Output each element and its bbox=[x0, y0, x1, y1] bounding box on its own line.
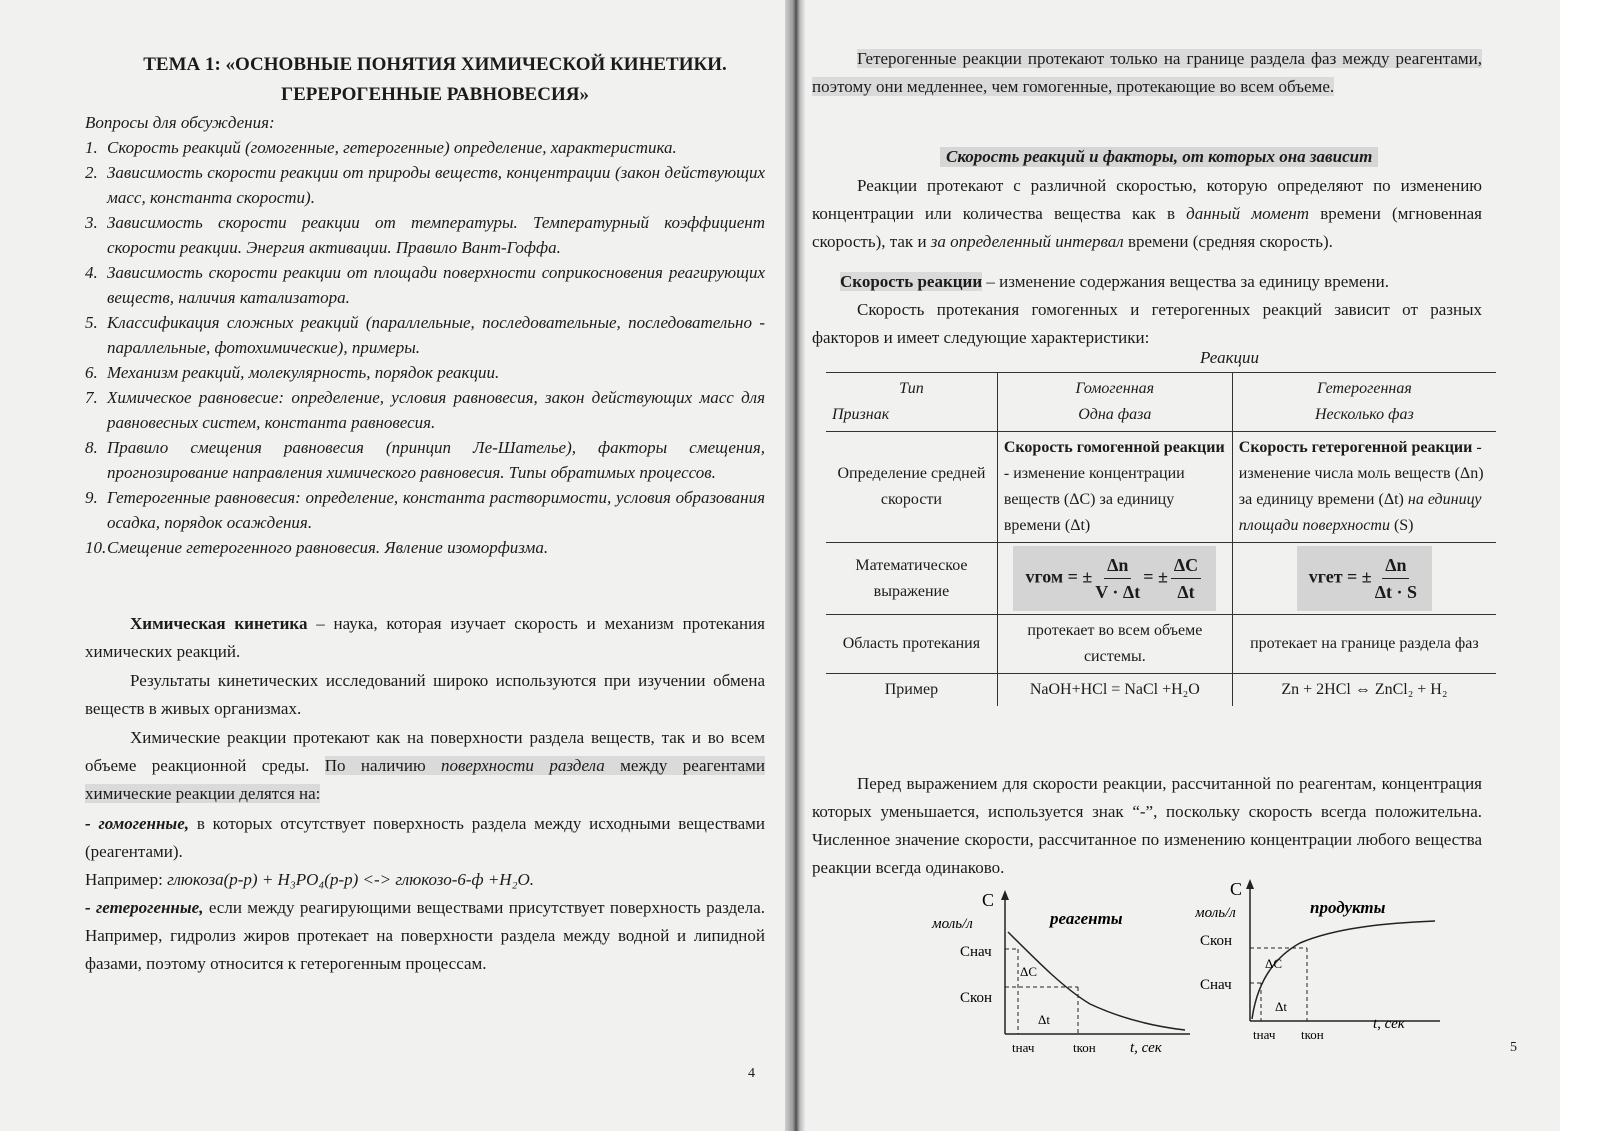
paragraph-factors: Скорость протекания гомогенных и гетерогенных реакций зависит от разных факторов и имеет следующие характеристики: bbox=[812, 300, 1482, 347]
table-cell: Скорость гетерогенной реакции - изменение числа моль веществ (Δn) за единицу времени (Δt) на единицу площади поверхности (S) bbox=[1232, 432, 1496, 543]
graph2-cstart: Cнач bbox=[1200, 977, 1232, 993]
question-item: 6. Механизм реакций, молекулярность, порядок реакции. bbox=[85, 363, 500, 382]
formula-homogeneous: vгом = ± $\frac{\Delta n}{V \cdot \Delta t}$ = ± $\frac{\Delta C}{\Delta t}$ bbox=[1013, 546, 1216, 611]
reagents-curve bbox=[1008, 932, 1185, 1030]
question-item: 8. Правило смещения равновесия (принцип Ле-Шателье), факторы смещения, прогнозирование направления химического равновесия. Типы обратимых процессов. bbox=[85, 438, 765, 482]
graph1-title: реагенты bbox=[1050, 909, 1123, 928]
table-cell: протекает во всем объеме системы. bbox=[997, 615, 1232, 674]
example-equation: Например: глюкоза(р-р) + H₃PO₄(р-р) <-> глюкозо-6-ф +H₂O. bbox=[85, 870, 535, 889]
graph1-dt: Δt bbox=[1038, 1012, 1050, 1027]
page-number-right: 5 bbox=[1510, 1040, 1517, 1055]
table-cell bbox=[997, 543, 1232, 615]
paragraph-rates: Реакции протекают с различной скоростью, которую определяют по изменению концентрации или количества вещества как в данный момент времени (мгновенная скорость), так и за определенный интервал времени (средняя скорость). bbox=[812, 176, 1483, 251]
graph2-title: продукты bbox=[1310, 898, 1386, 917]
paragraph-hetero: Гетерогенные реакции протекают только на границе раздела фаз между реагентами, поэтому они медленнее, чем гомогенные, протекающие во всем объеме. bbox=[812, 49, 1482, 96]
paragraph-sign: Перед выражением для скорости реакции, рассчитанной по реагентам, концентрация которых уменьшается, используется знак “-”, поскольку скорость всегда положительна. Численное значение скорости, рассчитанное по изменению концентрации любого вещества реакции всегда одинаково. bbox=[812, 774, 1482, 877]
graph1-tstart: tнач bbox=[1012, 1040, 1035, 1055]
graph1-x: t, сек bbox=[1130, 1040, 1162, 1056]
table-cell: Гомогенная Одна фаза bbox=[997, 373, 1232, 432]
questions-list bbox=[85, 135, 765, 560]
table-cell: протекает на границе раздела фаз bbox=[1232, 615, 1496, 674]
graph1-unit: моль/л bbox=[932, 916, 973, 932]
question-item: 7. Химическое равновесие: определение, условия равновесия, закон действующих масс для равновесных систем, константа равновесия. bbox=[85, 388, 765, 432]
graph2-tstart: tнач bbox=[1253, 1027, 1276, 1042]
table-cell: Область протекания bbox=[826, 615, 997, 674]
y-arrow-icon bbox=[1001, 890, 1009, 900]
table-cell: Скорость гомогенной реакции - изменение концентрации веществ (ΔC) за единицу времени (Δt) bbox=[997, 432, 1232, 543]
paragraph-reactions: Химические реакции протекают как на поверхности раздела веществ, так и во всем объеме реакционной среды. По наличию поверхности раздела между реагентами химические реакции делятся на: bbox=[85, 728, 765, 803]
table-row bbox=[826, 432, 1496, 543]
products-graph bbox=[1195, 873, 1455, 1048]
table-cell: Математическое выражение bbox=[826, 543, 997, 615]
question-item: 2. Зависимость скорости реакции от природы веществ, концентрации (закон действующих масс, константа скорости). bbox=[85, 163, 765, 207]
graph2-cend: Cкон bbox=[1200, 933, 1233, 949]
graph2-c: C bbox=[1230, 879, 1243, 899]
table-cell: Zn + 2HCl ⇔ ZnCl₂ + H₂ bbox=[1232, 674, 1496, 707]
title-line-1: ТЕМА 1: «ОСНОВНЫЕ ПОНЯТИЯ ХИМИЧЕСКОЙ КИНЕТИКИ. bbox=[143, 54, 727, 75]
table-cell: Тип Признак bbox=[826, 373, 997, 432]
question-item: 10. Смещение гетерогенного равновесия. Явление изоморфизма. bbox=[85, 538, 549, 557]
table-row bbox=[826, 373, 1496, 432]
graph2-dt: Δt bbox=[1275, 999, 1287, 1014]
table-row bbox=[826, 674, 1496, 707]
questions-heading: Вопросы для обсуждения: bbox=[85, 113, 275, 132]
question-item: 3. Зависимость скорости реакции от температуры. Температурный коэффициент скорости реакции. Энергия активации. Правило Вант-Гоффа. bbox=[85, 213, 765, 257]
reagents-graph bbox=[930, 884, 1210, 1059]
kinetics-definition: Химическая кинетика – наука, которая изучает скорость и механизм протекания химических реакций. bbox=[85, 614, 765, 661]
graph2-x: t, сек bbox=[1373, 1016, 1405, 1032]
page-number-left: 4 bbox=[748, 1066, 755, 1081]
graph2-tend: tкон bbox=[1301, 1027, 1324, 1042]
question-item: 9. Гетерогенные равновесия: определение, константа растворимости, условия образования осадка, порядок осаждения. bbox=[85, 488, 765, 532]
table-cell bbox=[1232, 543, 1496, 615]
rate-definition: Скорость реакции – изменение содержания вещества за единицу времени. bbox=[840, 272, 1389, 291]
section-heading: Скорость реакций и факторы, от которых она зависит bbox=[940, 147, 1378, 167]
graph1-cstart: Cнач bbox=[960, 944, 992, 960]
graph1-tend: tкон bbox=[1073, 1040, 1096, 1055]
title-line-2: ГЕРЕРОГЕННЫЕ РАВНОВЕСИЯ» bbox=[281, 84, 589, 105]
table-cell: Гетерогенная Несколько фаз bbox=[1232, 373, 1496, 432]
y-arrow-icon bbox=[1246, 879, 1254, 889]
paragraph-results: Результаты кинетических исследований широко используются при изучении обмена веществ в живых организмах. bbox=[85, 671, 765, 718]
book-spine bbox=[785, 0, 805, 1131]
formula-heterogeneous: vгет = ± $\frac{\Delta n}{\Delta t \cdot S}$ bbox=[1297, 546, 1432, 611]
graph2-unit: моль/л bbox=[1195, 905, 1236, 921]
graph1-cend: Cкон bbox=[960, 990, 993, 1006]
table-cell: Определение средней скорости bbox=[826, 432, 997, 543]
scan-edge bbox=[1560, 0, 1600, 1131]
table-row bbox=[826, 615, 1496, 674]
table-reactions-label: Реакции bbox=[1200, 348, 1260, 367]
graph1-dc: ΔC bbox=[1020, 964, 1038, 979]
page-title bbox=[90, 50, 780, 110]
question-item: 1. Скорость реакций (гомогенные, гетерогенные) определение, характеристика. bbox=[85, 138, 677, 157]
question-item: 5. Классификация сложных реакций (параллельные, последовательные, последовательно - параллельные, фотохимические), примеры. bbox=[85, 313, 765, 357]
kinetics-table bbox=[826, 372, 1496, 706]
table-cell: Пример bbox=[826, 674, 997, 707]
graph1-c: C bbox=[982, 890, 995, 910]
table-row bbox=[826, 543, 1496, 615]
heterogeneous-definition: - гетерогенные, если между реагирующими веществами присутствует поверхность раздела. Например, гидролиз жиров протекает на поверхности раздела между водной и липидной фазами, поэтому относится к гетерогенным процессам. bbox=[85, 898, 766, 973]
question-item: 4. Зависимость скорости реакции от площади поверхности соприкосновения реагирующих веществ, наличия катализатора. bbox=[85, 263, 765, 307]
table-cell: NaOH+HCl = NaCl +H₂O bbox=[997, 674, 1232, 707]
graph2-dc: ΔC bbox=[1265, 956, 1283, 971]
homogeneous-definition: - гомогенные, в которых отсутствует поверхность раздела между исходными веществами (реагентами). bbox=[85, 814, 765, 861]
